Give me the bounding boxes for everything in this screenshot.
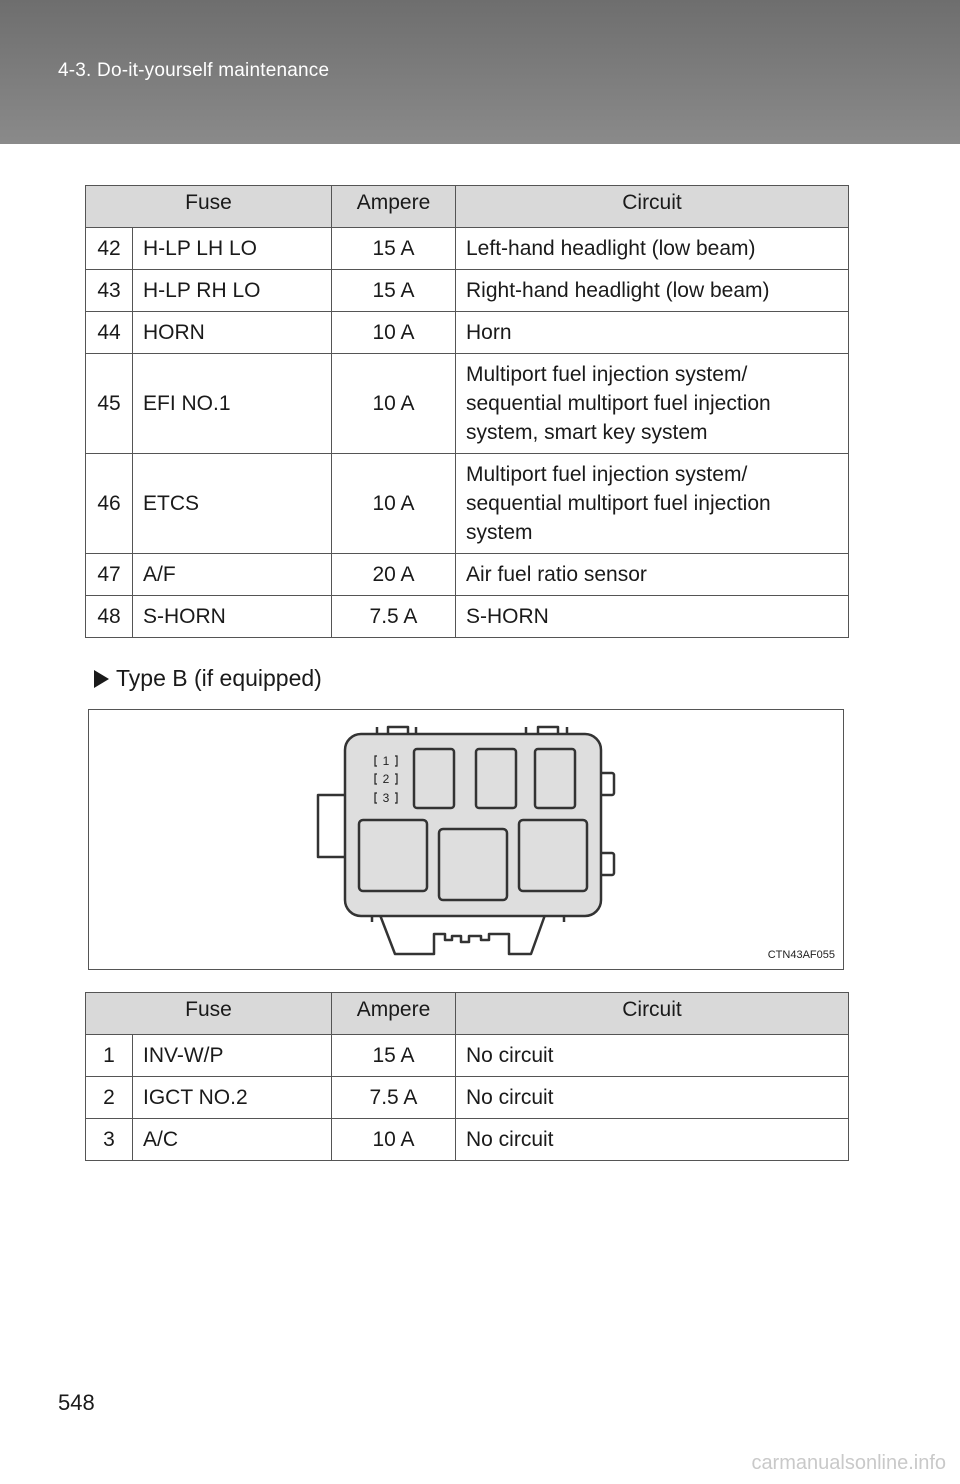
table-row xyxy=(86,1035,849,1077)
fuse-name: EFI NO.1 xyxy=(133,354,332,454)
table-row xyxy=(86,554,849,596)
fuse-number: 2 xyxy=(86,1077,133,1119)
fuse-circuit xyxy=(456,312,849,354)
fuse-circuit xyxy=(456,1035,849,1077)
fuse-ampere: 20 A xyxy=(332,554,456,596)
fuse-name: HORN xyxy=(133,312,332,354)
fuse-number: 45 xyxy=(86,354,133,454)
circuit-line: No circuit xyxy=(466,1044,554,1067)
circuit-line: No circuit xyxy=(466,1086,554,1109)
fuse-box-diagram xyxy=(88,709,844,970)
table-row xyxy=(86,312,849,354)
table-row xyxy=(86,1077,849,1119)
fuse-circuit xyxy=(456,1077,849,1119)
fuse-circuit xyxy=(456,1119,849,1161)
fuse-ampere: 10 A xyxy=(332,312,456,354)
circuit-line: No circuit xyxy=(466,1128,554,1151)
table-header-row xyxy=(86,186,849,228)
fuse-table-type-b xyxy=(85,992,849,1161)
circuit-line: Air fuel ratio sensor xyxy=(466,563,647,586)
page-number: 548 xyxy=(58,1390,95,1415)
circuit-line: Multiport fuel injection system/ xyxy=(466,463,748,486)
circuit-line: Left-hand headlight (low beam) xyxy=(466,237,756,260)
fuse-circuit xyxy=(456,454,849,554)
header-circuit: Circuit xyxy=(456,993,849,1035)
fuse-ampere: 10 A xyxy=(332,354,456,454)
fuse-table-type-a xyxy=(85,185,849,638)
fuse-name: H-LP RH LO xyxy=(133,270,332,312)
table-row xyxy=(86,454,849,554)
page-header xyxy=(0,0,960,144)
bottom-bracket xyxy=(380,915,545,954)
figure-code: CTN43AF055 xyxy=(767,949,835,961)
relay-slot xyxy=(476,749,516,808)
fuse-ampere: 15 A xyxy=(332,1035,456,1077)
circuit-line: system xyxy=(466,521,533,544)
header-ampere: Ampere xyxy=(332,186,456,228)
fuse-circuit xyxy=(456,554,849,596)
header-circuit: Circuit xyxy=(456,186,849,228)
table-row xyxy=(86,596,849,638)
relay-slot-large xyxy=(519,820,587,891)
table-row xyxy=(86,1119,849,1161)
fuse-number: 1 xyxy=(86,1035,133,1077)
fuse-name: A/F xyxy=(133,554,332,596)
fuse-circuit xyxy=(456,270,849,312)
relay-slot xyxy=(414,749,454,808)
fuse-number: 42 xyxy=(86,228,133,270)
left-connector xyxy=(318,795,346,857)
fuse-number: 43 xyxy=(86,270,133,312)
fuse-label-1: 1 xyxy=(382,754,390,768)
table-row xyxy=(86,270,849,312)
fuse-circuit xyxy=(456,228,849,270)
fuse-number: 3 xyxy=(86,1119,133,1161)
circuit-line: Multiport fuel injection system/ xyxy=(466,363,748,386)
header-ampere: Ampere xyxy=(332,993,456,1035)
circuit-line: sequential multiport fuel injection xyxy=(466,392,771,415)
fuse-label-2: 2 xyxy=(382,772,390,786)
fuse-circuit xyxy=(456,354,849,454)
fuse-name: IGCT NO.2 xyxy=(133,1077,332,1119)
fuse-name: H-LP LH LO xyxy=(133,228,332,270)
section-title: 4-3. Do-it-yourself maintenance xyxy=(58,60,330,81)
table-row xyxy=(86,354,849,454)
relay-slot-large xyxy=(359,820,427,891)
fuse-ampere: 7.5 A xyxy=(332,596,456,638)
header-fuse: Fuse xyxy=(86,993,332,1035)
circuit-line: sequential multiport fuel injection xyxy=(466,492,771,515)
fuse-name: INV-W/P xyxy=(133,1035,332,1077)
table-header-row xyxy=(86,993,849,1035)
header-fuse: Fuse xyxy=(86,186,332,228)
circuit-line: Right-hand headlight (low beam) xyxy=(466,279,770,302)
table-row xyxy=(86,228,849,270)
pointer-triangle-icon xyxy=(94,670,109,688)
circuit-line: Horn xyxy=(466,321,512,344)
fuse-ampere: 15 A xyxy=(332,228,456,270)
fuse-name: A/C xyxy=(133,1119,332,1161)
fuse-ampere: 10 A xyxy=(332,454,456,554)
type-b-heading xyxy=(94,665,322,692)
relay-slot xyxy=(535,749,575,808)
fuse-label-3: 3 xyxy=(382,791,390,805)
circuit-line: S-HORN xyxy=(466,605,549,628)
fuse-ampere: 15 A xyxy=(332,270,456,312)
fuse-circuit xyxy=(456,596,849,638)
fuse-number: 44 xyxy=(86,312,133,354)
circuit-line: system, smart key system xyxy=(466,421,708,444)
fuse-name: S-HORN xyxy=(133,596,332,638)
fuse-ampere: 7.5 A xyxy=(332,1077,456,1119)
watermark: carmanualsonline.info xyxy=(751,1452,946,1474)
fuse-number: 46 xyxy=(86,454,133,554)
fuse-number: 48 xyxy=(86,596,133,638)
relay-slot-large xyxy=(439,829,507,900)
fuse-box-illustration xyxy=(89,710,845,971)
fuse-name: ETCS xyxy=(133,454,332,554)
fuse-ampere: 10 A xyxy=(332,1119,456,1161)
fuse-number: 47 xyxy=(86,554,133,596)
type-b-heading-text: Type B (if equipped) xyxy=(116,665,322,691)
